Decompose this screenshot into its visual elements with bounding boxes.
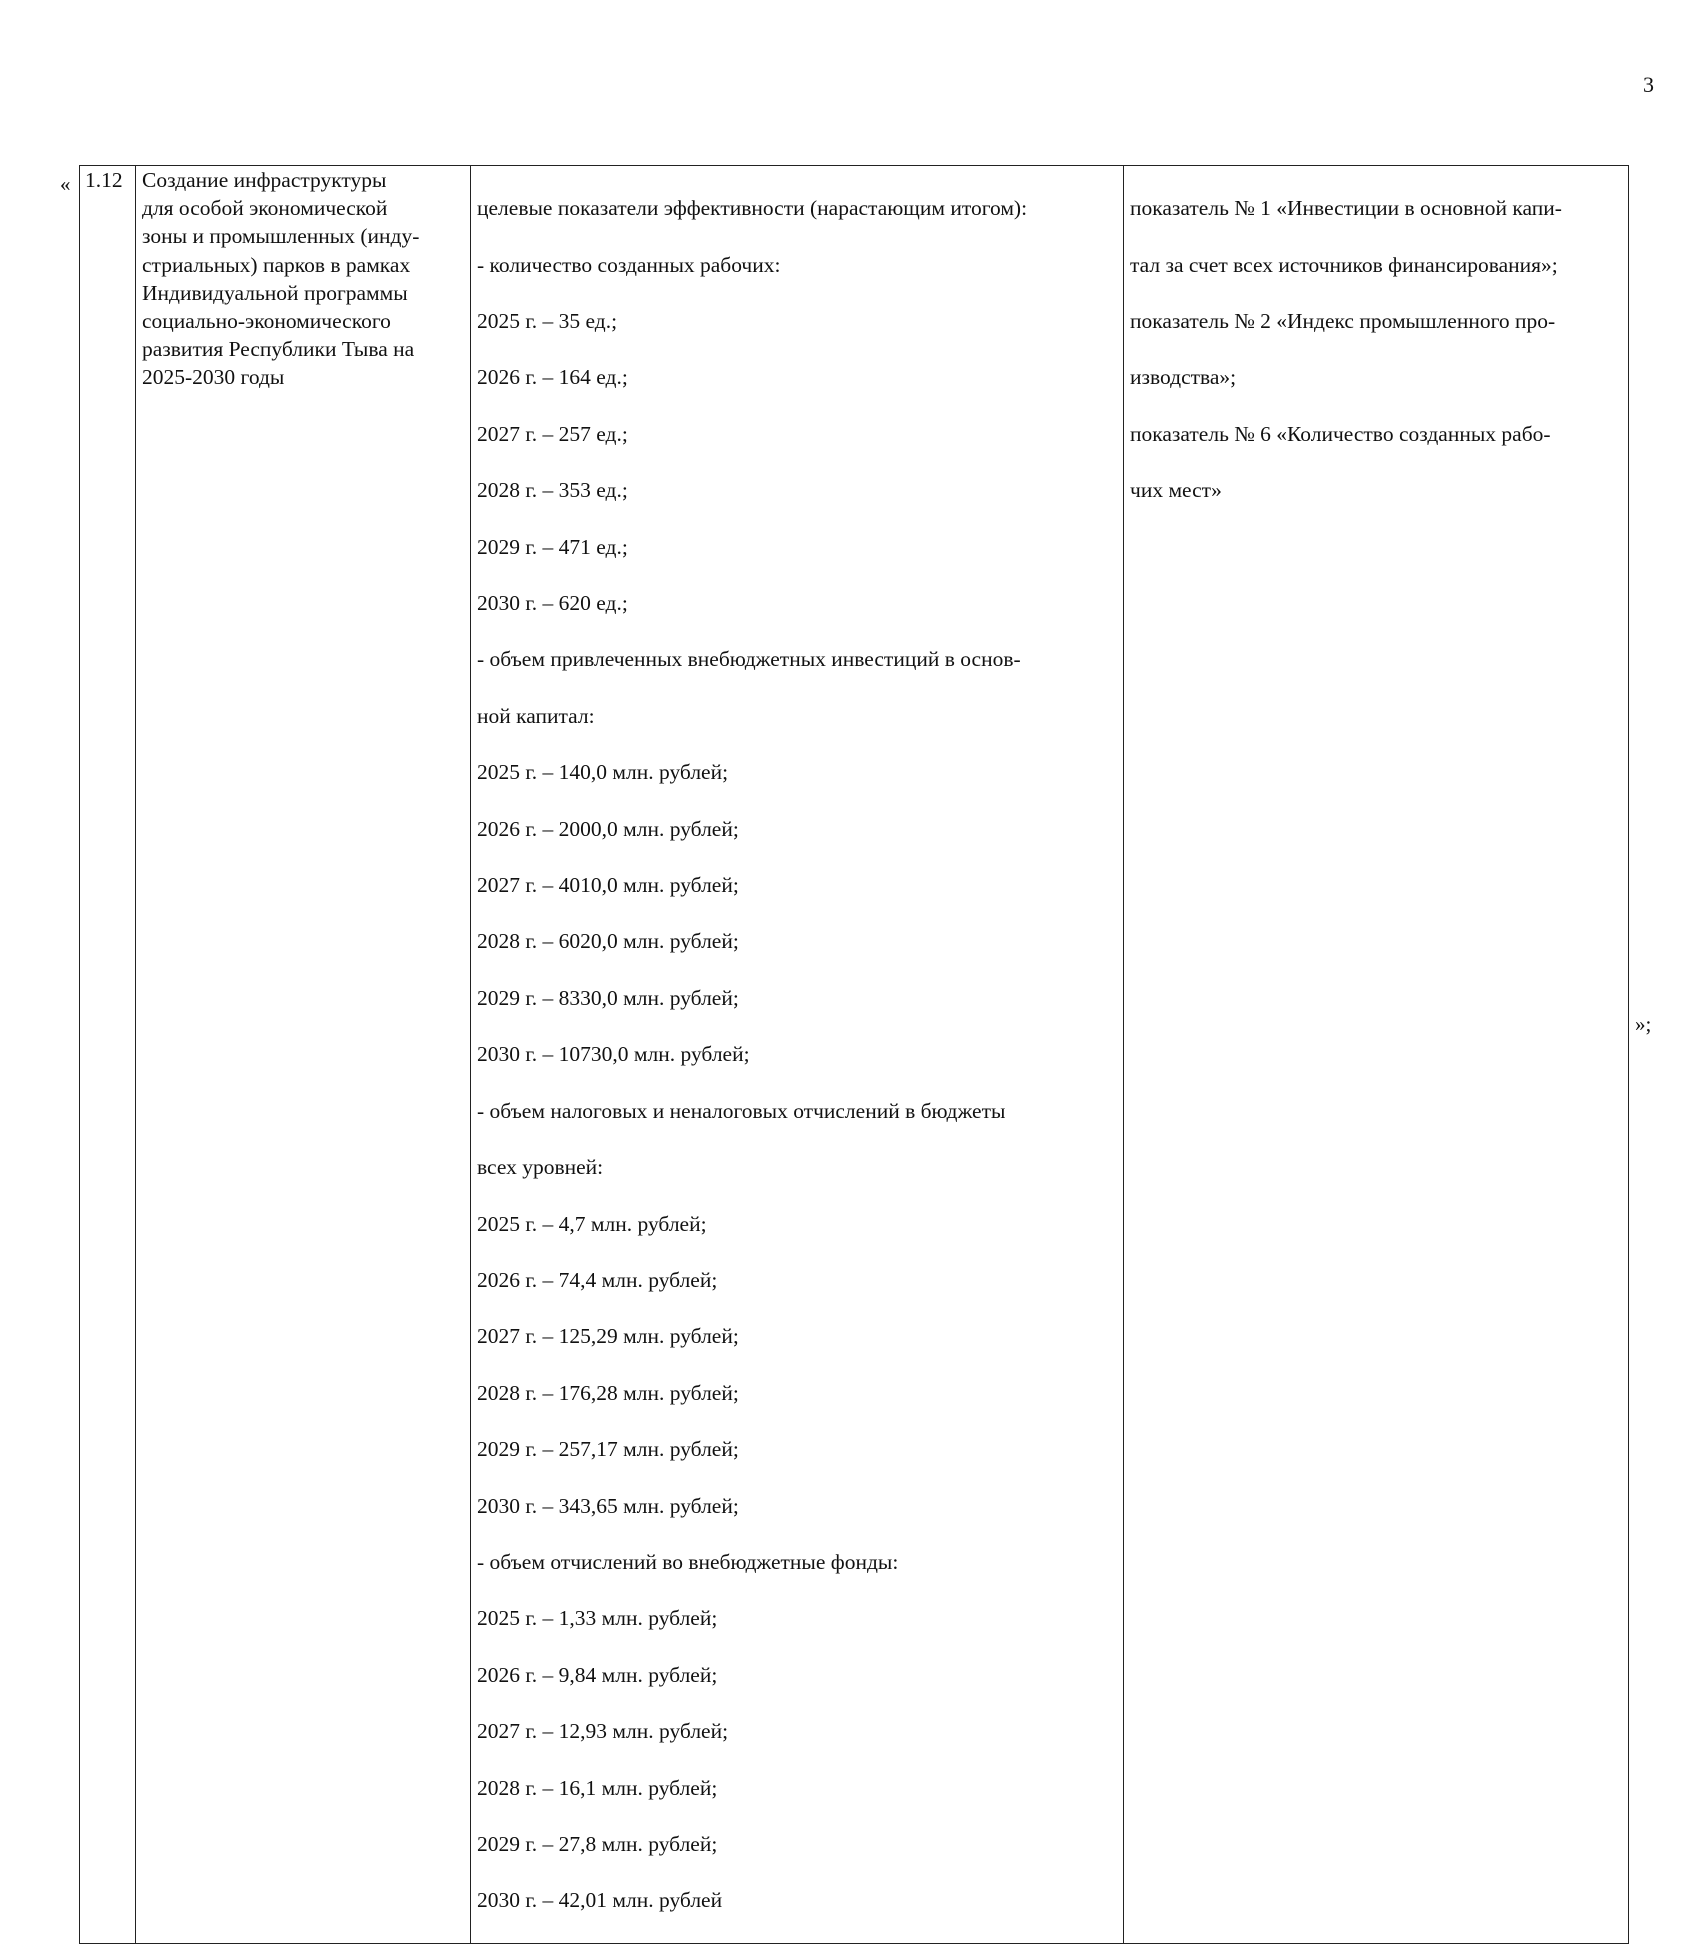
indicator-line: показатель № 6 «Количество созданных рабо- [1130, 421, 1551, 446]
program-indicators-cell [1124, 166, 1629, 1944]
goals-line: 2028 г. – 16,1 млн. рублей; [477, 1775, 718, 1800]
goals-line: 2025 г. – 4,7 млн. рублей; [477, 1211, 707, 1236]
goals-line: 2030 г. – 620 ед.; [477, 591, 628, 616]
goals-line: 2028 г. – 176,28 млн. рублей; [477, 1380, 739, 1405]
program-table [79, 165, 1629, 1944]
goals-line: 2029 г. – 8330,0 млн. рублей; [477, 985, 739, 1010]
indicator-line: чих мест» [1130, 478, 1222, 503]
goals-line: 2028 г. – 6020,0 млн. рублей; [477, 929, 739, 954]
goals-line: 2026 г. – 2000,0 млн. рублей; [477, 816, 739, 841]
target-indicators-cell [471, 166, 1124, 1944]
goals-line: 2027 г. – 4010,0 млн. рублей; [477, 873, 739, 898]
goals-line: 2025 г. – 1,33 млн. рублей; [477, 1606, 718, 1631]
goals-line: 2028 г. – 353 ед.; [477, 478, 628, 503]
goals-line: 2025 г. – 140,0 млн. рублей; [477, 760, 729, 785]
goals-line: 2026 г. – 164 ед.; [477, 365, 628, 390]
goals-line: 2029 г. – 27,8 млн. рублей; [477, 1831, 718, 1856]
row-number-cell: 1.12 [80, 166, 136, 1944]
page-number: 3 [1643, 72, 1654, 97]
goals-line: целевые показатели эффективности (нарастающим итогом): [477, 196, 1028, 221]
closing-quote-mark: »; [1635, 1012, 1652, 1036]
indicator-line: показатель № 1 «Инвестиции в основной капи- [1130, 196, 1562, 221]
goals-line: - объем привлеченных внебюджетных инвестиций в основ- [477, 647, 1021, 672]
goals-line: 2027 г. – 257 ед.; [477, 421, 628, 446]
indicator-line: тал за счет всех источников финансирования»; [1130, 252, 1558, 277]
goals-line: 2030 г. – 343,65 млн. рублей; [477, 1493, 739, 1518]
goals-line: ной капитал: [477, 703, 595, 728]
indicator-line: изводства»; [1130, 365, 1237, 390]
goals-line: 2026 г. – 74,4 млн. рублей; [477, 1267, 718, 1292]
goals-line: - объем налоговых и неналоговых отчислений в бюджеты [477, 1098, 1006, 1123]
activity-name-cell: Создание инфраструктуры для особой экономической зоны и промышленных (инду- стриальных) парков в рамках Индивидуальной программы социально-экономического развития Республики Тыва на 2025-2030 годы [136, 166, 471, 1944]
goals-line: 2027 г. – 12,93 млн. рублей; [477, 1719, 729, 1744]
opening-quote-mark: « [60, 172, 71, 196]
goals-line: 2027 г. – 125,29 млн. рублей; [477, 1324, 739, 1349]
goals-line: 2025 г. – 35 ед.; [477, 309, 618, 334]
goals-line: - объем отчислений во внебюджетные фонды: [477, 1549, 899, 1574]
goals-line: 2030 г. – 42,01 млн. рублей [477, 1888, 723, 1913]
indicator-line: показатель № 2 «Индекс промышленного про- [1130, 309, 1556, 334]
goals-line: 2030 г. – 10730,0 млн. рублей; [477, 1042, 750, 1067]
table-row [80, 166, 1629, 1944]
goals-line: 2026 г. – 9,84 млн. рублей; [477, 1662, 718, 1687]
goals-line: 2029 г. – 471 ед.; [477, 534, 628, 559]
goals-line: 2029 г. – 257,17 млн. рублей; [477, 1437, 739, 1462]
goals-line: всех уровней: [477, 1155, 604, 1180]
goals-line: - количество созданных рабочих: [477, 252, 781, 277]
